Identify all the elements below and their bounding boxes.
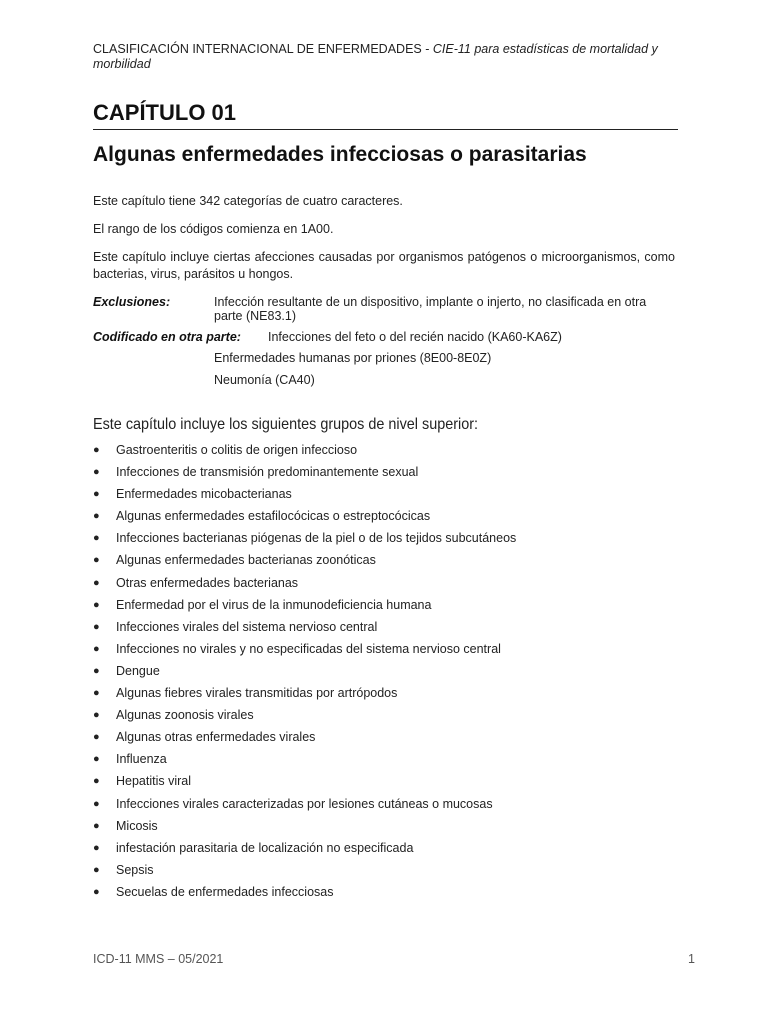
bullet-icon: ●	[93, 554, 100, 567]
list-item	[93, 707, 683, 729]
list-item-text: Micosis	[116, 818, 158, 833]
bullet-icon: ●	[93, 687, 100, 700]
bullet-icon: ●	[93, 620, 100, 633]
coded-elsewhere-label: Codificado en otra parte:	[93, 330, 241, 344]
bullet-icon: ●	[93, 797, 100, 810]
chapter-title: Algunas enfermedades infecciosas o parasitarias	[93, 143, 587, 166]
list-item-text: Otras enfermedades bacterianas	[116, 575, 299, 590]
list-item	[93, 818, 683, 840]
list-item-text: Enfermedades micobacterianas	[116, 487, 292, 502]
page-number: 1	[688, 952, 695, 966]
list-item-text: Sepsis	[116, 862, 154, 877]
list-item-text: Gastroenteritis o colitis de origen infeccioso	[116, 443, 358, 457]
list-item	[93, 884, 683, 906]
list-item	[93, 575, 683, 597]
paragraph-chapter-scope: Este capítulo incluye ciertas afecciones causadas por organismos patógenos o microorganismos, como bacterias, virus, parásitos u hongos.	[93, 250, 675, 281]
list-item-text: Algunas enfermedades estafilocócicas o estreptocócicas	[116, 509, 431, 524]
list-item-text: Infecciones virales del sistema nervioso central	[116, 619, 378, 634]
list-item	[93, 751, 683, 773]
list-item-text: Algunas zoonosis virales	[116, 708, 254, 723]
bullet-icon: ●	[93, 819, 100, 832]
header-title: CLASIFICACIÓN INTERNACIONAL DE ENFERMEDADES -	[93, 42, 433, 56]
exclusions-value	[214, 295, 674, 323]
bullet-icon: ●	[93, 488, 100, 501]
list-item	[93, 508, 683, 530]
list-item	[93, 597, 683, 619]
list-item	[93, 464, 683, 486]
bullet-icon: ●	[93, 598, 100, 611]
list-item	[93, 641, 683, 663]
bullet-icon: ●	[93, 576, 100, 589]
bullet-icon: ●	[93, 709, 100, 722]
header-subtitle: CIE-11 para estadísticas de mortalidad y morbilidad	[93, 42, 658, 71]
exclusions-label: Exclusiones:	[93, 295, 171, 309]
bullet-icon: ●	[93, 466, 100, 479]
coded-elsewhere-item: Enfermedades humanas por priones (8E00-8E0Z)	[214, 351, 492, 365]
bullet-icon: ●	[93, 885, 100, 898]
list-item	[93, 729, 683, 751]
list-item-text: Infecciones bacterianas piógenas de la piel o de los tejidos subcutáneos	[116, 531, 517, 546]
bullet-icon: ●	[93, 731, 100, 744]
list-item	[93, 552, 683, 574]
list-item	[93, 486, 683, 508]
list-item-text: Secuelas de enfermedades infecciosas	[116, 884, 334, 899]
list-item-text: Dengue	[116, 663, 160, 678]
bullet-icon: ●	[93, 642, 100, 655]
chapter-heading: CAPÍTULO 01	[93, 100, 678, 130]
running-header	[93, 42, 683, 72]
bullet-icon: ●	[93, 532, 100, 545]
list-item	[93, 796, 683, 818]
bullet-icon: ●	[93, 863, 100, 876]
footer-version: ICD-11 MMS – 05/2021	[93, 952, 224, 966]
paragraph-category-count: Este capítulo tiene 342 categorías de cuatro caracteres.	[93, 194, 403, 208]
list-item-text: Hepatitis viral	[116, 774, 192, 789]
exclusions-text: Infección resultante de un dispositivo, implante o injerto, no clasificada en otra parte (NE83.1)	[214, 295, 647, 323]
list-item-text: Algunas enfermedades bacterianas zoonóticas	[116, 553, 376, 568]
list-item-text: Infecciones virales caracterizadas por lesiones cutáneas o mucosas	[116, 796, 493, 811]
list-item	[93, 663, 683, 685]
list-item	[93, 773, 683, 795]
list-item	[93, 619, 683, 641]
paragraph-code-range: El rango de los códigos comienza en 1A00.	[93, 222, 334, 236]
list-item-text: infestación parasitaria de localización no especificada	[116, 840, 414, 855]
groups-list	[93, 442, 683, 906]
list-item-text: Algunas otras enfermedades virales	[116, 730, 316, 745]
list-item-text: Algunas fiebres virales transmitidas por artrópodos	[116, 686, 398, 701]
bullet-icon: ●	[93, 753, 100, 766]
bullet-icon: ●	[93, 775, 100, 788]
coded-elsewhere-item: Infecciones del feto o del recién nacido (KA60-KA6Z)	[268, 330, 562, 344]
list-item-text: Influenza	[116, 752, 167, 767]
list-item	[93, 530, 683, 552]
bullet-icon: ●	[93, 664, 100, 677]
groups-heading: Este capítulo incluye los siguientes grupos de nivel superior:	[93, 416, 479, 433]
bullet-icon: ●	[93, 444, 100, 456]
list-item	[93, 840, 683, 862]
list-item-text: Infecciones no virales y no especificadas del sistema nervioso central	[116, 641, 501, 656]
list-item	[93, 862, 683, 884]
coded-elsewhere-item: Neumonía (CA40)	[214, 373, 315, 387]
list-item	[93, 685, 683, 707]
bullet-icon: ●	[93, 841, 100, 854]
bullet-icon: ●	[93, 510, 100, 523]
list-item	[93, 442, 683, 464]
list-item-text: Enfermedad por el virus de la inmunodeficiencia humana	[116, 597, 432, 612]
list-item-text: Infecciones de transmisión predominantemente sexual	[116, 465, 419, 480]
